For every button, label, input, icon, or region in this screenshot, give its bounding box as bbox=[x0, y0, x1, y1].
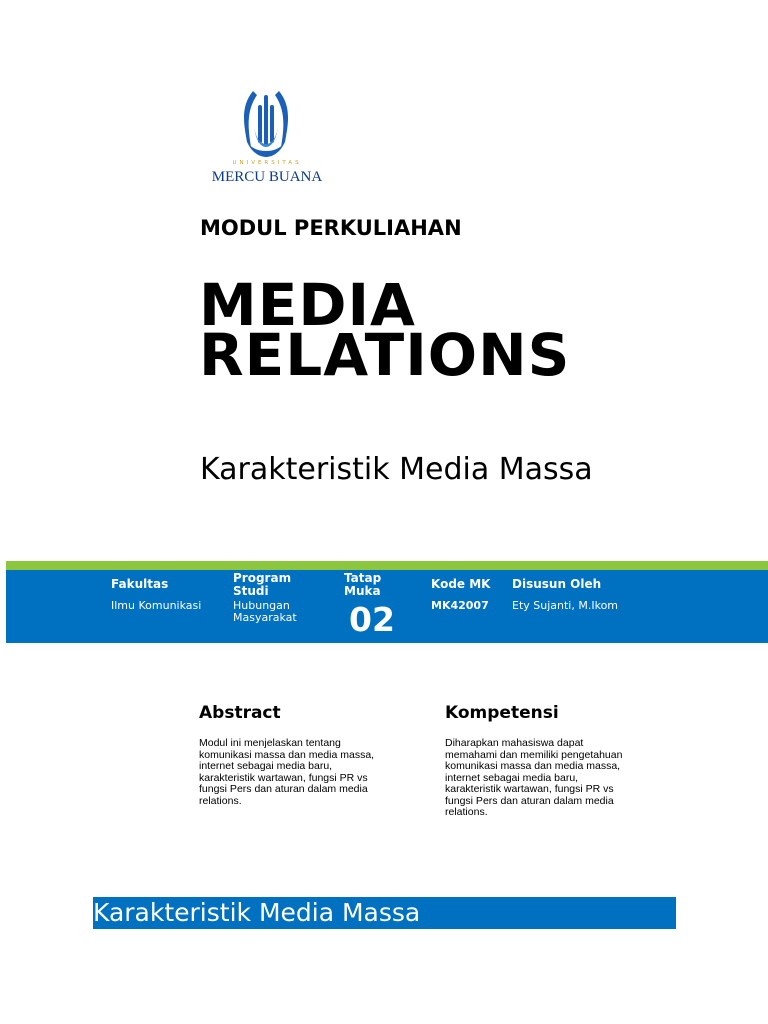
abstract-line: komunikasi massa dan media massa, bbox=[199, 748, 375, 761]
kompetensi-title: Kompetensi bbox=[445, 703, 559, 723]
program-value-1: Hubungan bbox=[233, 599, 290, 612]
abstract-title: Abstract bbox=[199, 703, 281, 723]
program-label-2: Studi bbox=[233, 584, 269, 598]
program-value-2: Masyarakat bbox=[233, 611, 297, 624]
kompetensi-line: fungsi Pers dan aturan dalam media bbox=[445, 794, 614, 807]
fakultas-label: Fakultas bbox=[111, 577, 169, 591]
abstract-line: relations. bbox=[199, 794, 242, 807]
info-band bbox=[6, 570, 768, 643]
kode-value: MK42007 bbox=[431, 599, 489, 612]
fakultas-value: Ilmu Komunikasi bbox=[111, 599, 202, 612]
abstract-line: internet sebagai media baru, bbox=[199, 760, 333, 772]
module-subtitle: Karakteristik Media Massa bbox=[200, 452, 593, 487]
kompetensi-body bbox=[445, 738, 675, 819]
course-title bbox=[199, 271, 571, 389]
course-title-line-1: MEDIA bbox=[199, 271, 416, 339]
disusun-value: Ety Sujanti, M.Ikom bbox=[512, 599, 619, 612]
kompetensi-line: karakteristik wartawan, fungsi PR vs bbox=[445, 783, 614, 795]
kompetensi-line: Diharapkan mahasiswa dapat bbox=[445, 737, 584, 749]
kompetensi-line: relations. bbox=[445, 806, 488, 818]
info-band-accent bbox=[6, 561, 768, 570]
abstract-body bbox=[199, 738, 424, 807]
kode-label: Kode MK bbox=[431, 577, 491, 591]
disusun-label: Disusun Oleh bbox=[512, 577, 602, 591]
university-logo bbox=[200, 87, 334, 193]
tatap-value: 02 bbox=[349, 600, 395, 639]
mercu-buana-emblem-icon bbox=[200, 87, 334, 159]
logo-name: MERCU BUANA bbox=[211, 169, 323, 185]
abstract-line: fungsi Pers dan aturan dalam media bbox=[199, 783, 368, 795]
section-heading: Karakteristik Media Massa bbox=[93, 897, 676, 929]
tatap-label-2: Muka bbox=[344, 584, 381, 598]
abstract-line: Modul ini menjelaskan tentang bbox=[199, 737, 341, 749]
modul-label: MODUL PERKULIAHAN bbox=[200, 216, 462, 240]
kompetensi-line: internet sebagai media baru, bbox=[445, 771, 579, 784]
logo-subtitle: UNIVERSITAS bbox=[232, 160, 302, 166]
program-label-1: Program bbox=[233, 571, 292, 585]
kompetensi-line: memahami dan memiliki pengetahuan bbox=[445, 748, 623, 761]
course-title-line-2: RELATIONS bbox=[199, 321, 571, 389]
tatap-label-1: Tatap bbox=[344, 571, 382, 585]
abstract-line: karakteristik wartawan, fungsi PR vs bbox=[199, 771, 368, 784]
kompetensi-line: komunikasi massa dan media massa, bbox=[445, 760, 621, 772]
